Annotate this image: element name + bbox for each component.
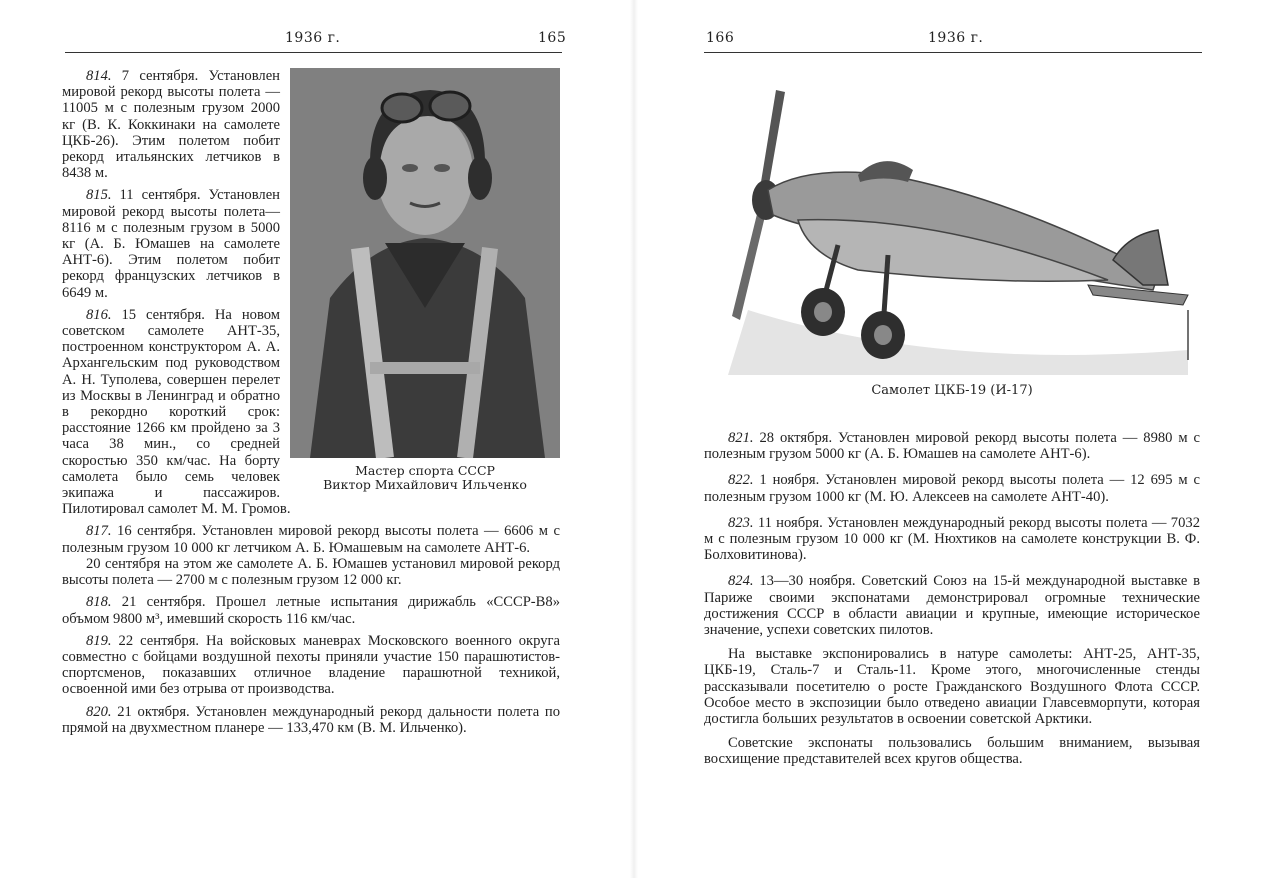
entry-number: 814. [86,68,112,84]
entry-number: 815. [86,187,112,204]
entry-text: 21 сентября. Прошел летные испытания дирижабль «СССР-В8» объмом 9800 м³, имевший скорость 116 км/час. [62,594,560,627]
entry-number: 819. [86,632,112,649]
entry-number: 822. [728,472,754,489]
entry-text: 1 ноября. Установлен мировой рекорд высоты полета — 12 695 м с полезным грузом 1000 кг (М. Ю. Алексеев на самолете АНТ-40). [704,472,1200,505]
right-header-rule [704,52,1202,53]
left-page [0,0,630,878]
portrait-caption [290,464,560,492]
entry-818 [62,594,560,626]
entry-text: 15 сентября. На новом советском самолете АНТ-35, построенном конструктором А. А. Архангельским под руководством А. Н. Туполева, совершен перелет из Москвы в Ленинград и обратно в рекордно короткий срок: расстояние 1266 км пройдено за 3 часа 38 мин., со средней скоростью 350 км/час. На борту самолета было семь человек экипажа и пассажиров. Пилотировал самолет М. М. Громов. [62,306,291,518]
book-gutter [630,0,638,878]
entry-817-continuation: 20 сентября на этом же самолете А. Б. Юмашев установил мировой рекорд высоты полета — 2700 м с полезным грузом 12 000 кг. [62,555,560,589]
portrait-figure [290,68,560,492]
entry-819 [62,633,560,698]
entry-text: 7 сентября. Установлен мировой рекорд высоты полета — 11005 м с полезным грузом 2000 кг (В. К. Коккинаки на самолете ЦКБ-26). Этим полетом побит рекорд итальянских летчиков в 8438 м. [62,68,280,182]
airplane-illustration [688,70,1198,375]
fighter-plane-image [688,70,1198,375]
entry-number: 824. [728,573,754,590]
entry-821 [704,430,1200,462]
entry-text: 22 сентября. На войсковых маневрах Московского военного округа совместно с бойцами воздушной пехоты приняли участие 150 парашютистов-спортсменов, показавших отличное владение парашютной техникой, освоенной ими без отрыва от производства. [62,632,560,698]
entry-823 [704,515,1200,564]
entry-824 [704,573,1200,638]
portrait-caption-title: Мастер спорта СССР [355,463,495,478]
left-header-year: 1936 г. [285,30,341,46]
portrait-photo [290,68,560,458]
entry-822 [704,472,1200,504]
right-page [638,0,1266,878]
pilot-portrait-image [290,68,560,458]
left-header-rule [65,52,562,53]
entry-number: 817. [86,523,112,540]
right-header-year: 1936 г. [928,30,984,46]
entry-text: 11 ноября. Установлен международный рекорд высоты полета — 7032 м с полезным грузом 10 000 кг (М. Нюхтиков на самолете конструкции В. Ф. Болховитинова). [704,514,1200,564]
entry-820 [62,704,560,736]
left-text-column [62,68,560,742]
right-text-column [704,430,1200,774]
plane-caption: Самолет ЦКБ-19 (И-17) [871,383,1033,398]
exhibition-closing-paragraph: Советские экспонаты пользовались большим вниманием, вызывая восхищение представителей всех кругов общества. [704,735,1200,768]
left-page-number: 165 [538,30,567,46]
right-page-number: 166 [706,30,735,46]
entry-text: 13—30 ноября. Советский Союз на 15-й международной выставке в Париже своими экспонатами демонстрировал огромные технические достижения СССР в области авиации и крупные, имеющие историческое значение, успехи советских пилотов. [704,573,1200,639]
entry-number: 823. [728,514,754,531]
entry-number: 816. [86,306,112,323]
portrait-caption-name: Виктор Михайлович Ильченко [323,477,527,492]
entry-text: 16 сентября. Установлен мировой рекорд высоты полета — 6606 м с полезным грузом 10 000 кг летчиком А. Б. Юмашевым на самолете АНТ-6. [62,523,560,556]
entry-number: 818. [86,594,112,611]
entry-text: 21 октября. Установлен международный рекорд дальности полета по прямой на двухместном планере — 133,470 км (В. М. Ильченко). [62,703,560,736]
entry-text: 11 сентября. Установлен мировой рекорд высоты полета—8116 м с полезным грузом в 5000 кг (А. Б. Юмашев на самолете АНТ-6). Этим полетом побит рекорд французских летчиков в 6649 м. [62,187,280,301]
entry-number: 821. [728,430,754,446]
entry-817 [62,523,560,555]
entry-text: 28 октября. Установлен мировой рекорд высоты полета — 8980 м с полезным грузом 5000 кг (А. Б. Юмашев на самолете АНТ-6). [704,430,1200,463]
exhibition-paragraph: На выставке экспонировались в натуре самолеты: АНТ-25, АНТ-35, ЦКБ-19, Сталь-7 и Сталь-11. Кроме этого, многочисленные стенды рассказывали посетителю о росте Гражданского Воздушного Флота СССР. Особое место в экспозиции было отведено авиации Главсевморпути, которая достигла больших результатов в освоении советской Арктики. [704,646,1200,728]
entry-number: 820. [86,703,112,720]
